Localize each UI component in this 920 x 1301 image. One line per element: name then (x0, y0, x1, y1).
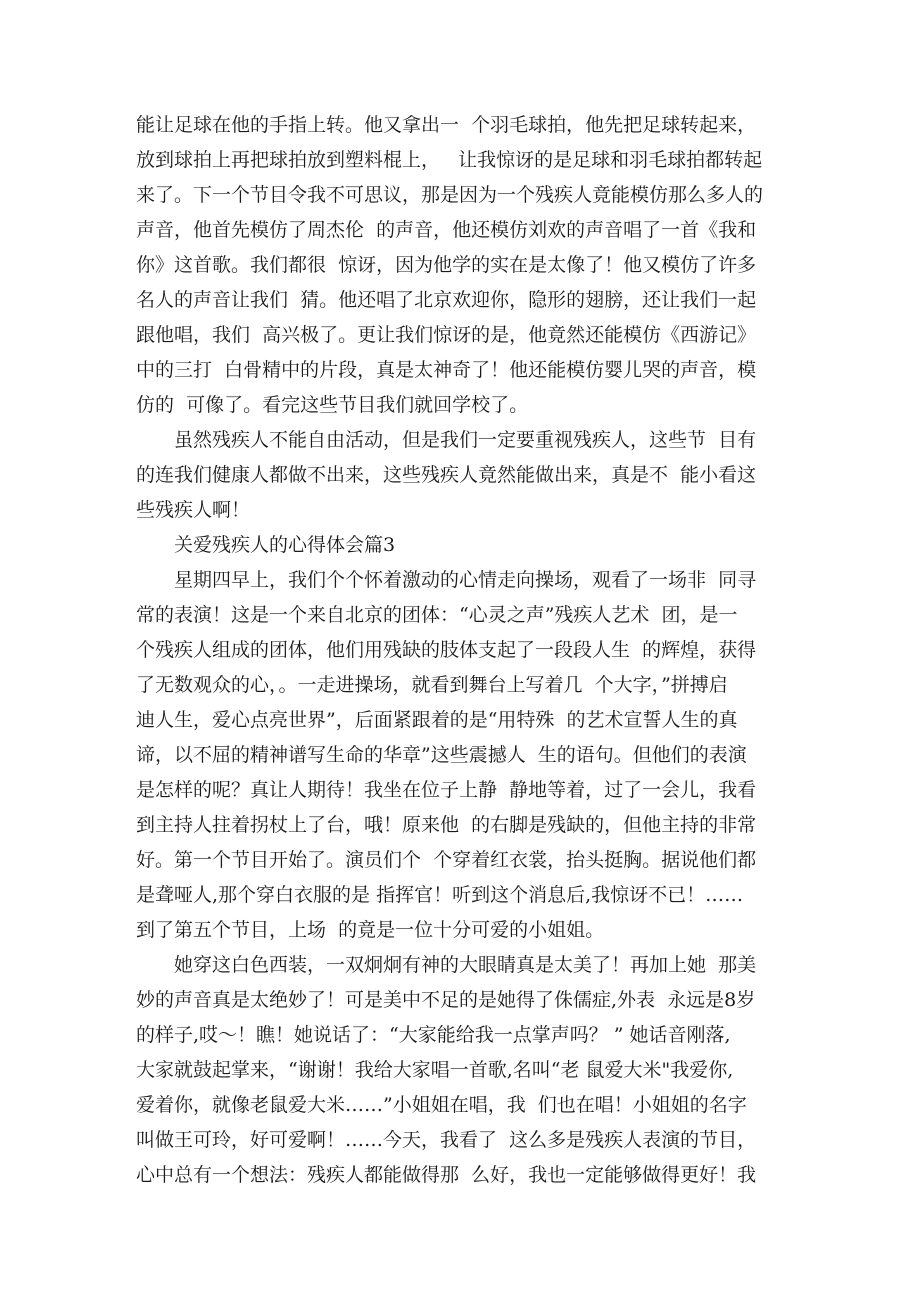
text-line: 中的三打 白骨精中的片段，真是太神奇了！他还能模仿婴儿哭的声音，模 (136, 359, 757, 381)
text-line: 叫做王可玲，好可爱啊！……今天，我看了 这么多是残疾人表演的节目， (136, 1129, 757, 1151)
text-line: 是怎样的呢？真让人期待！我坐在位子上静 静地等着，过了一会儿，我看 (136, 779, 757, 801)
text-line: 来了。下一个节目令我不可思议，那是因为一个残疾人竟能模仿那么多人的 (136, 184, 764, 206)
text-line: 星期四早上，我们个个怀着激动的心情走向操场，观看了一场非 同寻 (174, 569, 757, 591)
text-line: 仿的 可像了。看完这些节目我们就回学校了。 (136, 394, 529, 416)
text-line: 好。第一个节目开始了。演员们个 个穿着红衣裳，抬头挺胸。据说他们都 (136, 849, 757, 871)
text-line: 声音，他首先模仿了周杰伦 的声音，他还模仿刘欢的声音唱了一首《我和 (136, 219, 757, 241)
text-line: 迪人生，爱心点亮世界”，后面紧跟着的是“用特殊 的艺术宣誓人生的真 (136, 709, 738, 731)
text-line: 心中总有一个想法：残疾人都能做得那 么好，我也一定能够做得更好！我 (136, 1164, 757, 1186)
text-line: 她穿这白色西装，一双炯炯有神的大眼睛真是太美了！再加上她 那美 (174, 954, 757, 976)
text-line: 到主持人拄着拐杖上了台，哦！原来他 的右脚是残缺的，但他主持的非常 (136, 814, 757, 836)
text-line: 放到球拍上再把球拍放到塑料棍上， 让我惊讶的是足球和羽毛球拍都转起 (136, 149, 763, 171)
text-line: 个残疾人组成的团体，他们用残缺的肢体支起了一段段人生 的辉煌，获得 (136, 639, 757, 661)
text-line: 名人的声音让我们 猜。他还唱了北京欢迎你，隐形的翅膀，还让我们一起 (136, 289, 757, 311)
text-line: 了无数观众的心，。一走进操场，就看到舞台上写着几 个大字，”拼搏启 (136, 674, 728, 696)
text-line: 能让足球在他的手指上转。他又拿出一 个羽毛球拍，他先把足球转起来， (136, 114, 757, 136)
text-line: 谛，以不屈的精神谱写生命的华章”这些震撼人 生的语句。但他们的表演 (136, 744, 747, 766)
text-line: 常的表演！这是一个来自北京的团体：“心灵之声”残疾人艺术 团，是一 (136, 604, 738, 626)
text-line: 虽然残疾人不能自由活动，但是我们一定要重视残疾人，这些节 目有 (174, 429, 757, 451)
text-line: 爱着你，就像老鼠爱大米……”小姐姐在唱，我 们也在唱！小姐姐的名字 (136, 1094, 747, 1116)
paragraph-1 (136, 108, 796, 423)
text-line: 你》这首歌。我们都很 惊讶，因为他学的实在是太像了！他又模仿了许多 (136, 254, 757, 276)
text-line: 是聋哑人,那个穿白衣服的是 指挥官！听到这个消息后,我惊讶不已！…… (136, 884, 744, 906)
paragraph-4 (136, 948, 796, 1193)
text-line: 跟他唱，我们 高兴极了。更让我们惊讶的是，他竟然还能模仿《西游记》 (136, 324, 757, 346)
text-line: 的样子,哎～！瞧！她说话了：“大家能给我一点掌声吗？ ” 她话音刚落, (136, 1024, 731, 1046)
paragraph-2 (136, 423, 796, 528)
section-heading-text: 关爱残疾人的心得体会篇3 (174, 534, 396, 556)
document-body (136, 108, 796, 1193)
text-line: 大家就鼓起掌来，“谢谢！我给大家唱一首歌,名叫“老 鼠爱大米"我爱你, (136, 1059, 734, 1081)
text-line: 到了第五个节目，上场 的竟是一位十分可爱的小姐姐。 (136, 919, 605, 941)
text-line: 的连我们健康人都做不出来，这些残疾人竟然能做出来，真是不 能小看这 (136, 464, 757, 486)
section-heading (136, 528, 796, 563)
text-line: 妙的声音真是太绝妙了！可是美中不足的是她得了侏儒症,外表 永远是8岁 (136, 989, 756, 1011)
paragraph-3 (136, 563, 796, 948)
text-line: 些残疾人啊！ (136, 499, 251, 521)
